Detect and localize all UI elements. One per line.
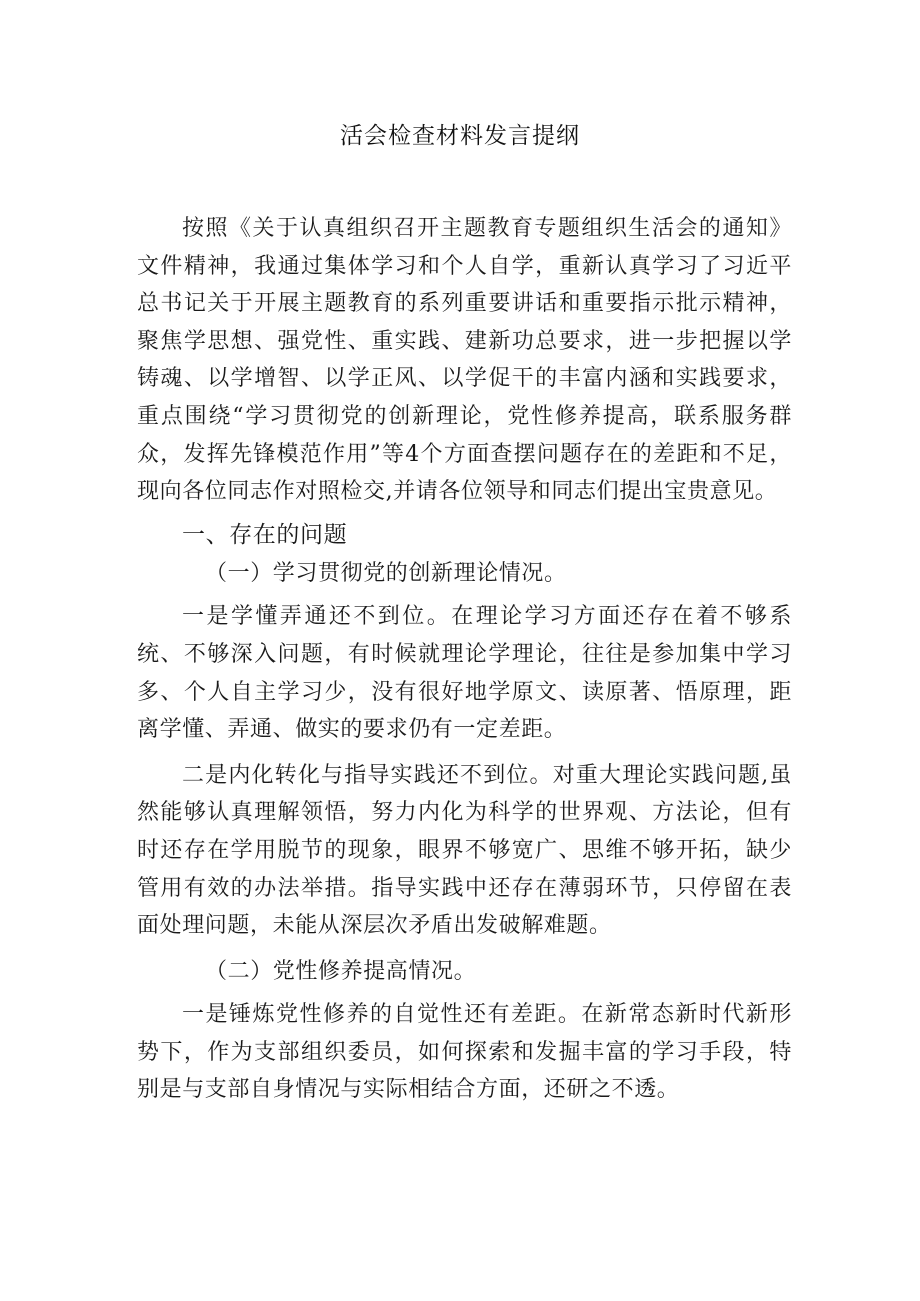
subsection-heading-theory: （一）学习贯彻党的创新理论情况。: [205, 560, 567, 586]
document-body: [137, 210, 792, 1109]
document-title: 活会检查材料发言提纲: [340, 123, 580, 149]
paragraph-party-spirit-1: 一是锤炼党性修养的自觉性还有差距。在新常态新时代新形势下，作为支部组织委员，如何探索和发掘丰富的学习手段，特别是与支部自身情况与实际相结合方面，还研之不透。: [137, 1002, 792, 1103]
paragraph-theory-2: 二是内化转化与指导实践还不到位。对重大理论实践问题,虽然能够认真理解领悟，努力内化为科学的世界观、方法论，但有时还存在学用脱节的现象，眼界不够宽广、思维不够开拓，缺少管用有效的办法举措。指导实践中还存在薄弱环节，只停留在表面处理问题，未能从深层次矛盾出发破解难题。: [137, 762, 792, 939]
paragraph-theory-1: 一是学懂弄通还不到位。在理论学习方面还存在着不够系统、不够深入问题，有时候就理论学理论，往往是参加集中学习多、个人自主学习少，没有很好地学原文、读原著、悟原理，距离学懂、弄通、做实的要求仍有一定差距。: [137, 604, 792, 743]
subsection-heading-party-spirit: （二）党性修养提高情况。: [205, 958, 477, 984]
intro-paragraph: 按照《关于认真组织召开主题教育专题组织生活会的通知》文件精神，我通过集体学习和个人自学，重新认真学习了习近平总书记关于开展主题教育的系列重要讲话和重要指示批示精神，聚焦学思想、强党性、重实践、建新功总要求，进一步把握以学铸魂、以学增智、以学正风、以学促干的丰富内涵和实践要求，重点围绕“学习贯彻党的创新理论，党性修养提高，联系服务群众，发挥先锋模范作用”等4个方面查摆问题存在的差距和不足，现向各位同志作对照检交,并请各位领导和同志们提出宝贵意见。: [137, 216, 792, 505]
section-heading-problems: 一、存在的问题: [182, 521, 348, 548]
